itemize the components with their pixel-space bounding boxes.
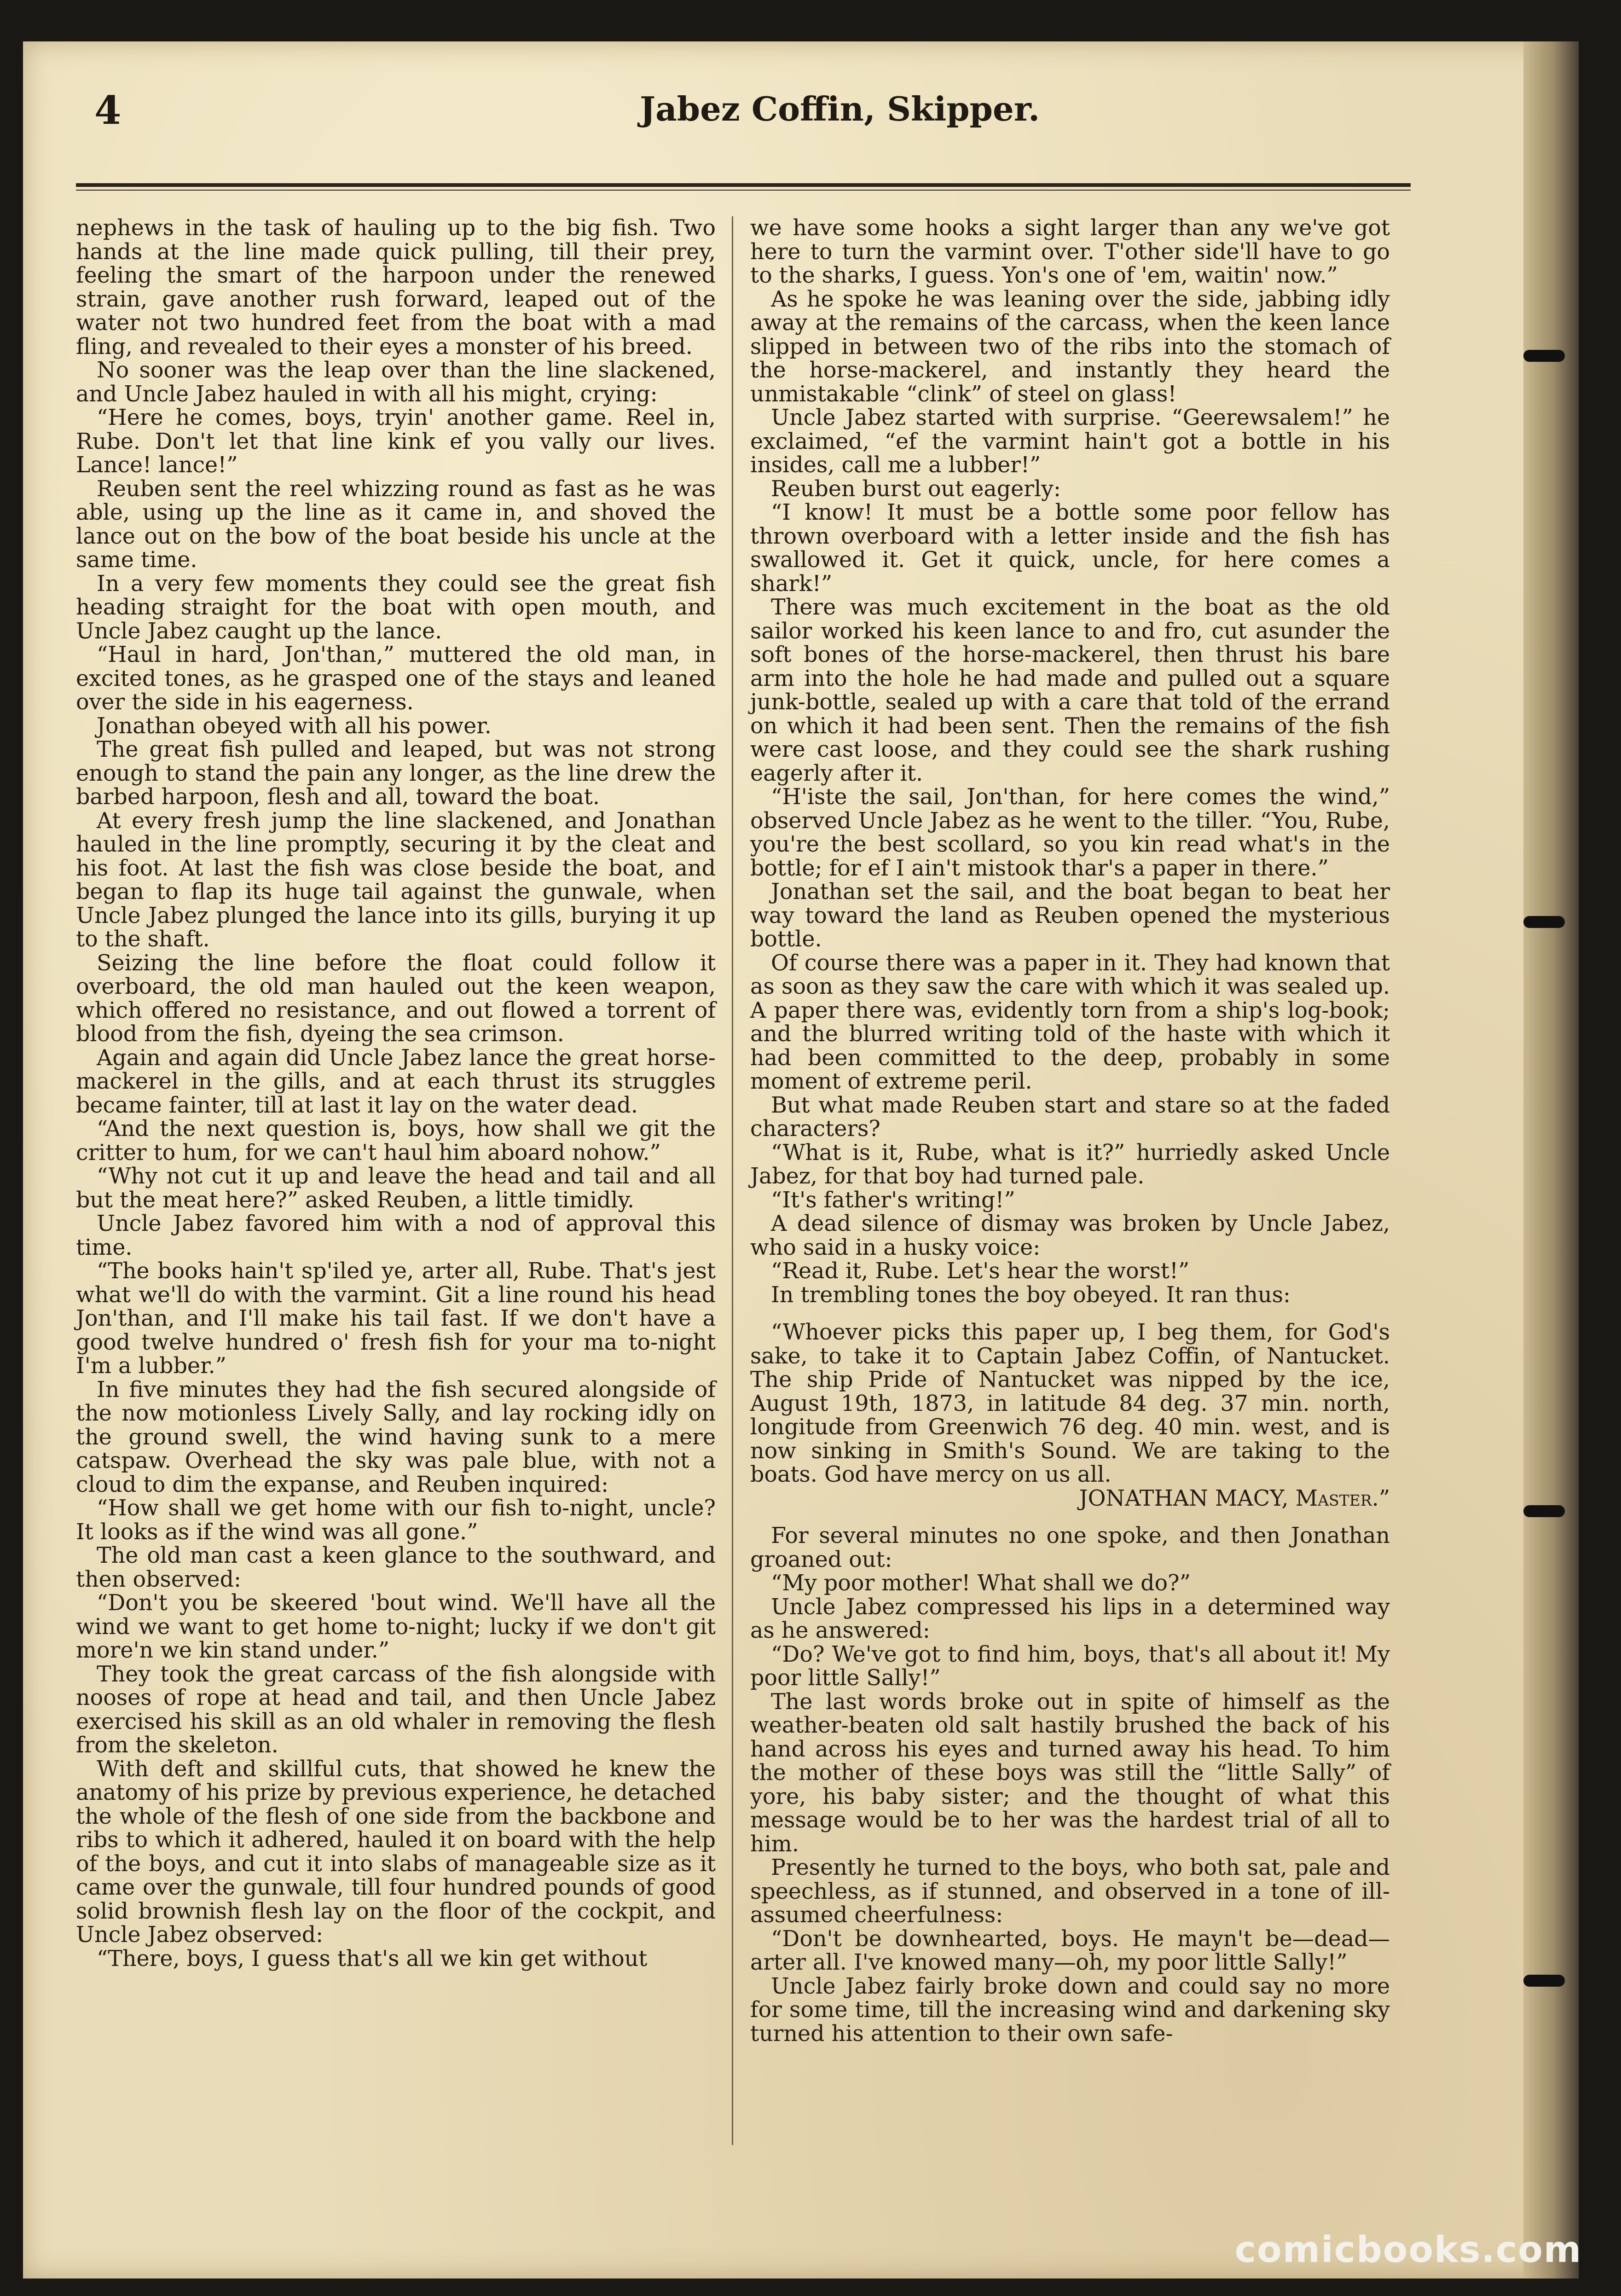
paragraph: The old man cast a keen glance to the southward, and then observed: [76,1543,716,1592]
bottle-letter: “Whoever picks this paper up, I beg them, for God's sake, to take it to Captain Jabez Coffin, of Nantucket. The ship Pride of Nantucket was nipped by the ice, August 19th, 1873, in latitude 84 deg. 37 min. north, longitude from Greenwich 76 deg. 40 min. west, and is now sinking in Smith's Sound. We are taking to the boats. God have mercy on us all. [750,1320,1390,1487]
header-rule [76,183,1411,187]
paragraph: “It's father's writing!” [771,1187,1015,1213]
paragraph: For several minutes no one spoke, and then Jonathan groaned out: [750,1523,1390,1572]
paragraph: “And the next question is, boys, how shall we git the critter to hum, for we can't haul him aboard nohow.” [76,1116,716,1165]
paragraph: With deft and skillful cuts, that showed he knew the anatomy of his prize by previous experience, he detached the whole of the flesh of one side from the backbone and ribs to which it adhered, hauled it on board with the help of the boys, and cut it into slabs of manageable size as it came over the gunwale, till four hundred pounds of good solid brownish flesh lay on the floor of the cockpit, and Uncle Jabez observed: [76,1756,716,1948]
paragraph: “H'iste the sail, Jon'than, for here comes the wind,” observed Uncle Jabez as he went to the tiller. “You, Rube, you're the best scollard, so you kin read what's in the bottle; for ef I ain't mistook thar's a paper in there.” [750,784,1390,881]
paragraph: Again and again did Uncle Jabez lance the great horse-mackerel in the gills, and at each thrust its struggles became fainter, till at last it lay on the water dead. [76,1045,716,1118]
page-gutter [1523,41,1579,2279]
paragraph: Presently he turned to the boys, who both sat, pale and speechless, as if stunned, and observed in a tone of ill-assumed cheerfulness: [750,1855,1390,1928]
binding-stitch [1523,1975,1565,1987]
paragraph: “How shall we get home with our fish to-night, uncle? It looks as if the wind was all gone.” [76,1496,716,1545]
paragraph: In five minutes they had the fish secured alongside of the now motionless Lively Sally, and lay rocking idly on the ground swell, the wind having sunk to a mere catspaw. Overhead the sky was pale blue, with not a cloud to dim the expanse, and Reuben inquired: [76,1377,716,1497]
paragraph: In a very few moments they could see the great fish heading straight for the boat with open mouth, and Uncle Jabez caught up the lance. [76,571,716,644]
paragraph: There was much excitement in the boat as the old sailor worked his keen lance to and fro, cut asunder the soft bones of the horse-mackerel, then thrust his bare arm into the hole he had made and pulled out a square junk-bottle, sealed up with a care that told of the errand on which it had been sent. Then the remains of the fish were cast loose, and they could see the shark rushing eagerly after it. [750,595,1390,786]
paragraph: At every fresh jump the line slackened, and Jonathan hauled in the line promptly, securing it by the cleat and his foot. At last the fish was close beside the boat, and began to flap its huge tail against the gunwale, when Uncle Jabez plunged the lance into its gills, burying it up to the shaft. [76,808,716,952]
paragraph: As he spoke he was leaning over the side, jabbing idly away at the remains of the carcass, when the keen lance slipped in between two of the ribs into the stomach of the horse-mackerel, and instantly they heard the unmistakable “clink” of steel on glass! [750,286,1390,407]
header-rule-thin [76,190,1411,191]
paragraph: Uncle Jabez started with surprise. “Geerewsalem!” he exclaimed, “ef the varmint hain't got a bottle in his insides, call me a lubber!” [750,405,1390,478]
paragraph: “Why not cut it up and leave the head and tail and all but the meat here?” asked Reuben, a little timidly. [76,1164,716,1213]
binding-stitch [1523,916,1565,928]
site-watermark: comicbooks.com [1234,2229,1582,2271]
binding-stitch [1523,350,1565,362]
letter-signature: JONATHAN MACY, Master.” [1079,1485,1390,1511]
paragraph: nephews in the task of hauling up to the big fish. Two hands at the line made quick pulling, till their prey, feeling the smart of the harpoon under the renewed strain, gave another rush forward, leaped out of the water not two hundred feet from the boat with a mad fling, and revealed to their eyes a monster of his breed. [76,215,716,359]
paragraph: Jonathan set the sail, and the boat began to beat her way toward the land as Reuben opened the mysterious bottle. [750,879,1390,952]
paragraph: Uncle Jabez compressed his lips in a determined way as he answered: [750,1594,1390,1643]
paragraph: “I know! It must be a bottle some poor fellow has thrown overboard with a letter inside and the fish has swallowed it. Get it quick, uncle, for here comes a shark!” [750,500,1390,597]
paragraph: A dead silence of dismay was broken by Uncle Jabez, who said in a husky voice: [750,1211,1390,1260]
paragraph: Uncle Jabez favored him with a nod of approval this time. [76,1211,716,1260]
paragraph: “There, boys, I guess that's all we kin get without [97,1946,648,1971]
paragraph: The last words broke out in spite of himself as the weather-beaten old salt hastily brushed the back of his hand across his eyes and turned away his head. To him the mother of these boys was still the “little Sally” of yore, his baby sister; and the thought of what this message would be to her was the hardest trial of all to him. [750,1689,1390,1857]
paragraph: Uncle Jabez fairly broke down and could say no more for some time, till the increasing wind and darkening sky turned his attention to their own safe- [750,1973,1390,2047]
paragraph: we have some hooks a sight larger than any we've got here to turn the varmint over. T'other side'll have to go to the sharks, I guess. Yon's one of 'em, waitin' now.” [750,215,1390,288]
page-number: 4 [94,87,122,133]
paragraph: Of course there was a paper in it. They had known that as soon as they saw the care with which it was sealed up. A paper there was, evidently torn from a ship's log-book; and the blurred writing told of the haste with which it had been committed to the deep, probably in some moment of extreme peril. [750,950,1390,1094]
paragraph: “Don't you be skeered 'bout wind. We'll have all the wind we want to get home to-night; lucky if we don't git more'n we kin stand under.” [76,1590,716,1663]
right-column [750,216,1390,2046]
paragraph: “Here he comes, boys, tryin' another game. Reel in, Rube. Don't let that line kink ef you vally our lives. Lance! lance!” [76,405,716,478]
paragraph: “What is it, Rube, what is it?” hurriedly asked Uncle Jabez, for that boy had turned pale. [750,1140,1390,1189]
paragraph: But what made Reuben start and stare so at the faded characters? [750,1092,1390,1142]
paragraph: “Do? We've got to find him, boys, that's all about it! My poor little Sally!” [750,1641,1390,1691]
paragraph: Reuben burst out eagerly: [771,476,1061,502]
running-title: Jabez Coffin, Skipper. [640,89,1040,128]
paragraph: “Read it, Rube. Let's hear the worst!” [771,1258,1190,1284]
paragraph: The great fish pulled and leaped, but was not strong enough to stand the pain any longer, as the line drew the barbed harpoon, flesh and all, toward the boat. [76,737,716,810]
page-header [74,87,1408,138]
binding-stitch [1523,1505,1565,1517]
paragraph: Jonathan obeyed with all his power. [97,713,492,739]
paragraph: Seizing the line before the float could follow it overboard, the old man hauled out the keen weapon, which offered no resistance, and out flowed a torrent of blood from the fish, dyeing the sea crimson. [76,950,716,1047]
paragraph: In trembling tones the boy obeyed. It ran thus: [771,1282,1291,1308]
column-divider [732,216,733,2145]
paragraph: “Haul in hard, Jon'than,” muttered the old man, in excited tones, as he grasped one of the stays and leaned over the side in his eagerness. [76,642,716,715]
paragraph: No sooner was the leap over than the line slackened, and Uncle Jabez hauled in with all his might, crying: [76,358,716,407]
paragraph: “Don't be downhearted, boys. He mayn't be—dead—arter all. I've knowed many—oh, my poor little Sally!” [750,1926,1390,1975]
paragraph: “The books hain't sp'iled ye, arter all, Rube. That's jest what we'll do with the varmint. Git a line round his head Jon'than, and I'll make his tail fast. If we don't have a good twelve hundred o' fresh fish for your ma to-night I'm a lubber.” [76,1258,716,1379]
left-column [76,216,716,1971]
paragraph: Reuben sent the reel whizzing round as fast as he was able, using up the line as it came in, and shoved the lance out on the bow of the boat beside his uncle at the same time. [76,476,716,573]
paragraph: They took the great carcass of the fish alongside with nooses of rope at head and tail, and then Uncle Jabez exercised his skill as an old whaler in removing the flesh from the skeleton. [76,1661,716,1758]
paragraph: “My poor mother! What shall we do?” [771,1571,1191,1596]
